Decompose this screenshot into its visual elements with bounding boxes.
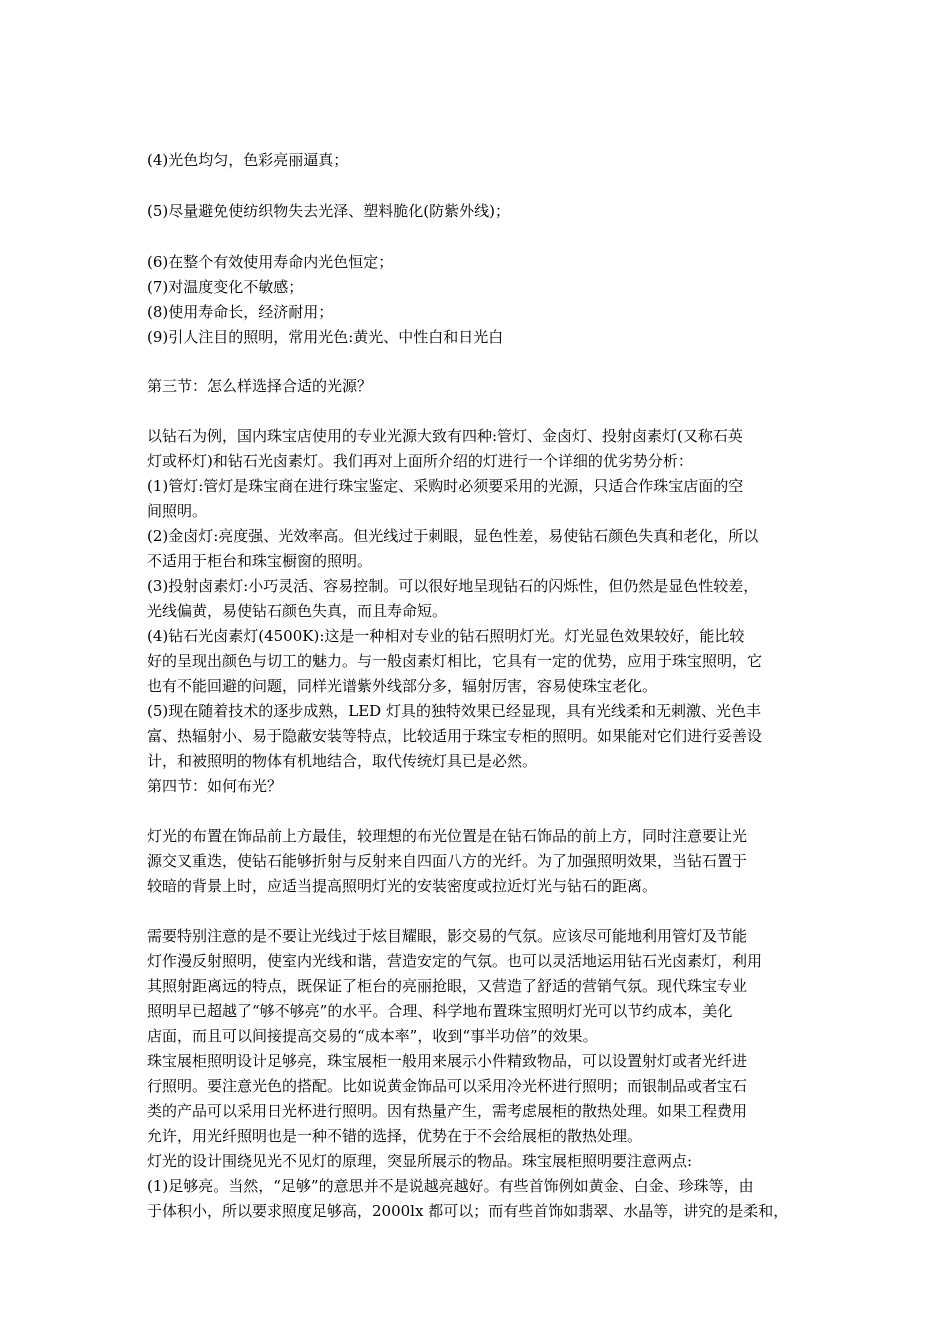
text-line: 较暗的背景上时，应适当提高照明灯光的安装密度或拉近灯光与钻石的距离。: [147, 877, 658, 895]
text-line: (7)对温度变化不敏感；: [147, 278, 304, 296]
text-line: 灯光的布置在饰品前上方最佳，较理想的布光位置是在钻石饰品的前上方，同时注意要让光: [147, 827, 748, 845]
text-line: 需要特别注意的是不要让光线过于炫目耀眼，影交易的气氛。应该尽可能地利用管灯及节能: [147, 927, 748, 945]
text-line: (4)钻石光卤素灯(4500K):这是一种相对专业的钻石照明灯光。灯光显色效果较好，能比较: [147, 627, 745, 645]
text-line: (4)光色均匀，色彩亮丽逼真；: [147, 151, 349, 169]
text-line: 允许，用光纤照明也是一种不错的选择，优势在于不会给展柜的散热处理。: [147, 1127, 643, 1145]
text-line: 以钻石为例，国内珠宝店使用的专业光源大致有四种:管灯、金卤灯、投射卤素灯(又称石英: [147, 427, 743, 445]
text-line: (3)投射卤素灯:小巧灵活、容易控制。可以很好地呈现钻石的闪烁性，但仍然是显色性较差，: [147, 577, 759, 595]
text-line: 计，和被照明的物体有机地结合，取代传统灯具已是必然。: [147, 752, 538, 770]
text-line: (8)使用寿命长，经济耐用；: [147, 303, 334, 321]
text-line: 也有不能回避的问题，同样光谱紫外线部分多，辐射厉害，容易使珠宝老化。: [147, 677, 658, 695]
text-line: 其照射距离远的特点，既保证了柜台的亮丽抢眼，又营造了舒适的营销气氛。现代珠宝专业: [147, 977, 748, 995]
text-line: 光线偏黄，易使钻石颜色失真，而且寿命短。: [147, 602, 448, 620]
text-line: 店面，而且可以间接提高交易的“成本率”，收到“事半功倍”的效果。: [147, 1027, 598, 1045]
text-line: 源交叉重迭，使钻石能够折射与反射来自四面八方的光纤。为了加强照明效果，当钻石置于: [147, 852, 748, 870]
text-line: 行照明。要注意光色的搭配。比如说黄金饰品可以采用冷光杯进行照明；而银制品或者宝石: [147, 1077, 748, 1095]
text-line: 于体积小，所以要求照度足够高，2000lx 都可以；而有些首饰如翡翠、水晶等，讲究的是柔和，: [147, 1202, 789, 1220]
text-line: (6)在整个有效使用寿命内光色恒定；: [147, 253, 394, 271]
text-line: (1)足够亮。当然，“足够”的意思并不是说越亮越好。有些首饰例如黄金、白金、珍珠等，由: [147, 1177, 754, 1195]
text-line: 珠宝展柜照明设计足够亮，珠宝展柜一般用来展示小件精致物品，可以设置射灯或者光纤进: [147, 1052, 748, 1070]
text-line: 照明早已超越了“够不够亮”的水平。合理、科学地布置珠宝照明灯光可以节约成本，美化: [147, 1002, 733, 1020]
text-line: 灯光的设计围绕见光不见灯的原理，突显所展示的物品。珠宝展柜照明要注意两点:: [147, 1152, 693, 1170]
text-line: (2)金卤灯:亮度强、光效率高。但光线过于刺眼，显色性差，易使钻石颜色失真和老化，所以: [147, 527, 759, 545]
text-line: (9)引人注目的照明，常用光色:黄光、中性白和日光白: [147, 328, 504, 346]
text-line: 不适用于柜台和珠宝橱窗的照明。: [147, 552, 373, 570]
text-line: (5)现在随着技术的逐步成熟，LED 灯具的独特效果已经显现，具有光线柔和无刺激、光色丰: [147, 702, 761, 720]
text-line: 间照明。: [147, 502, 208, 520]
text-line: 灯或杯灯)和钻石光卤素灯。我们再对上面所介绍的灯进行一个详细的优劣势分析：: [147, 452, 693, 470]
text-line: 富、热辐射小、易于隐蔽安装等特点，比较适用于珠宝专柜的照明。如果能对它们进行妥善设: [147, 727, 763, 745]
text-line: 灯作漫反射照明，使室内光线和谐，营造安定的气氛。也可以灵活地运用钻石光卤素灯，利用: [147, 952, 763, 970]
section-heading: 第四节：如何布光？: [147, 777, 283, 795]
text-line: (1)管灯:管灯是珠宝商在进行珠宝鉴定、采购时必须要采用的光源，只适合作珠宝店面的空: [147, 477, 744, 495]
text-line: 好的呈现出颜色与切工的魅力。与一般卤素灯相比，它具有一定的优势，应用于珠宝照明，它: [147, 652, 763, 670]
text-line: (5)尽量避免使纺织物失去光泽、塑料脆化(防紫外线)；: [147, 202, 510, 220]
section-heading: 第三节：怎么样选择合适的光源？: [147, 377, 373, 395]
text-line: 类的产品可以采用日光杯进行照明。因有热量产生，需考虑展柜的散热处理。如果工程费用: [147, 1102, 748, 1120]
